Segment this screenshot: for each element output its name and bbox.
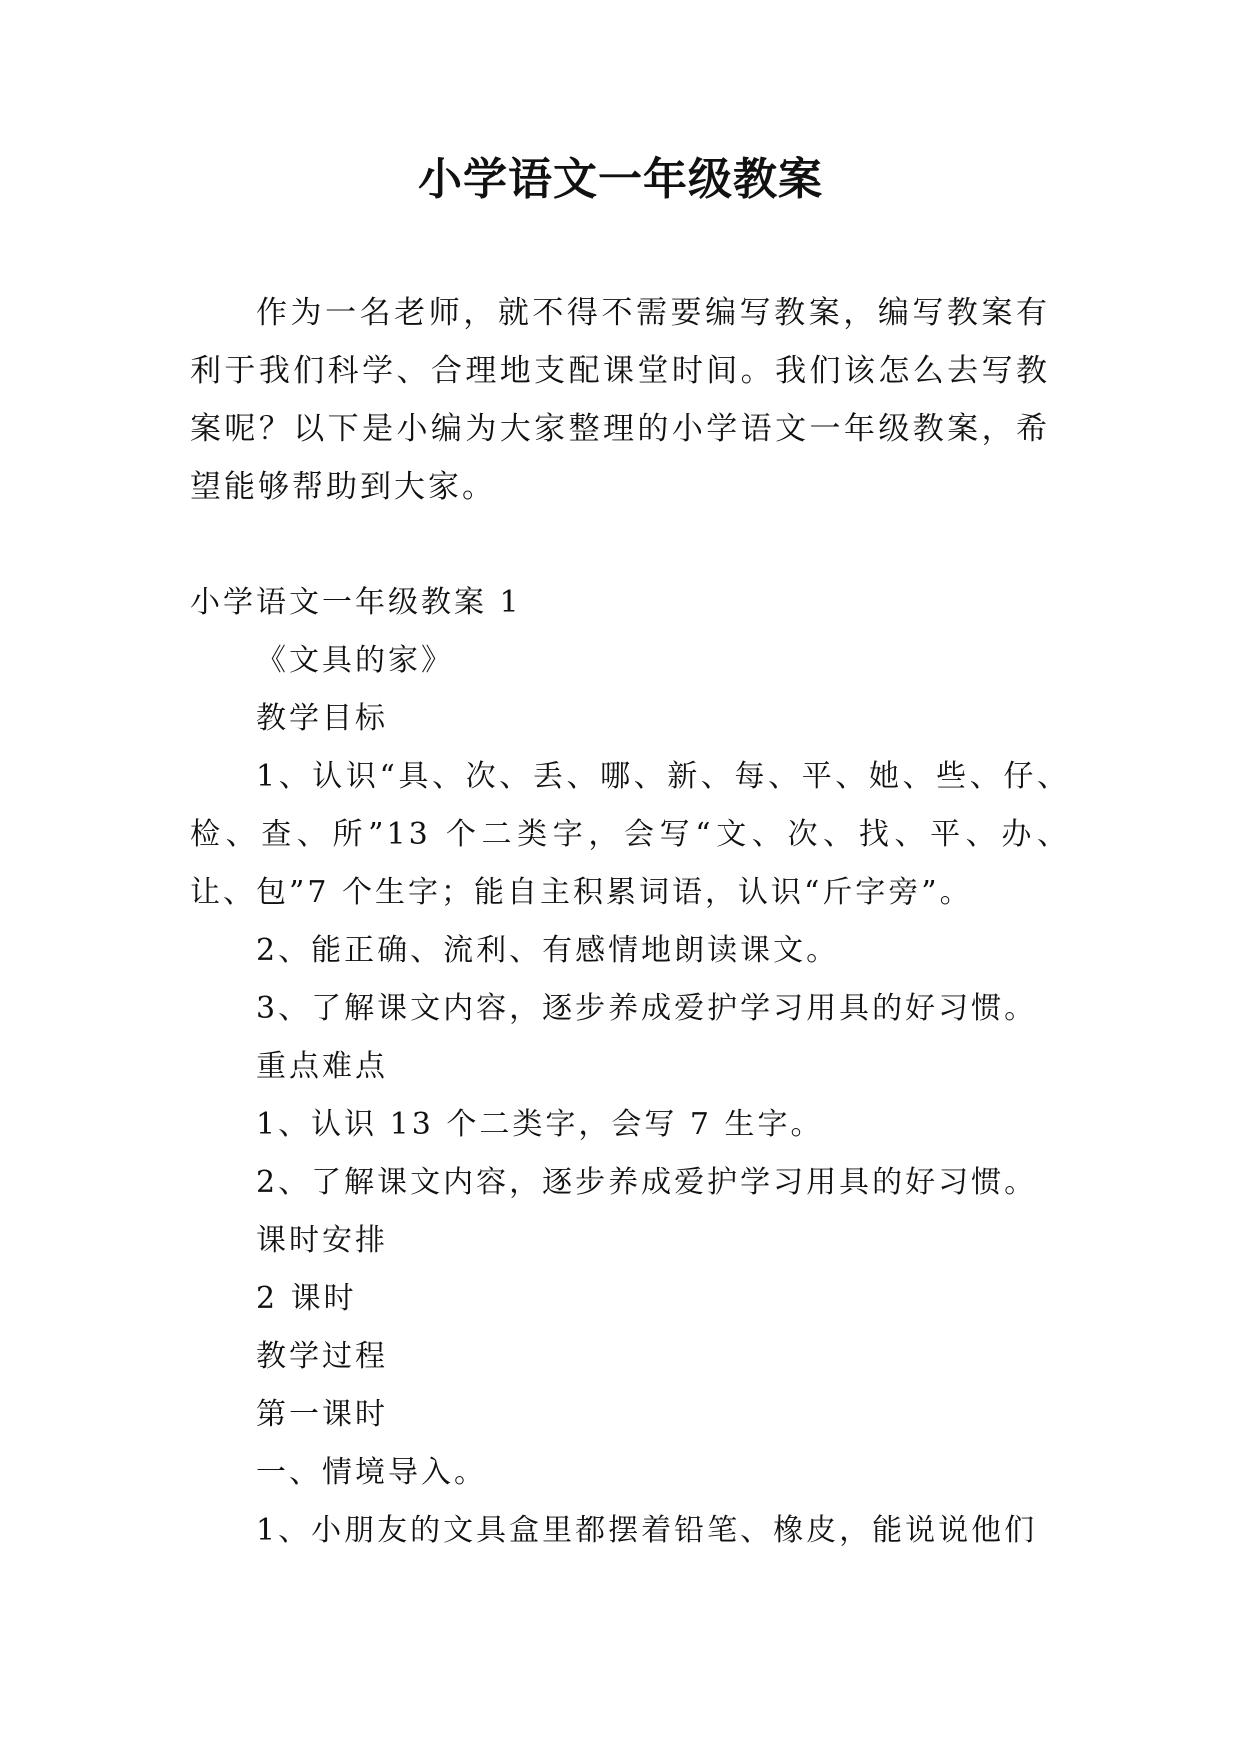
schedule-value: 2 课时 bbox=[256, 1281, 357, 1316]
step-item-1: 1、小朋友的文具盒里都摆着铅笔、橡皮，能说说他们 bbox=[256, 1513, 1038, 1548]
key-point-2: 2、了解课文内容，逐步养成爱护学习用具的好习惯。 bbox=[256, 1165, 1038, 1200]
intro-paragraph: 作为一名老师，就不得不需要编写教案，编写教案有利于我们科学、合理地支配课堂时间。我们该怎么去写教案呢？以下是小编为大家整理的小学语文一年级教案，希望能够帮助到大家。 bbox=[190, 295, 1050, 505]
lesson-heading: 小学语文一年级教案 1 bbox=[190, 585, 522, 620]
lesson-title: 《文具的家》 bbox=[256, 643, 454, 678]
section-heading-schedule: 课时安排 bbox=[256, 1223, 388, 1258]
goal-item-2: 2、能正确、流利、有感情地朗读课文。 bbox=[256, 933, 840, 968]
lesson-period-heading: 第一课时 bbox=[256, 1397, 388, 1432]
document-title: 小学语文一年级教案 bbox=[418, 154, 823, 205]
section-heading-key-points: 重点难点 bbox=[256, 1049, 388, 1084]
section-heading-goals: 教学目标 bbox=[256, 701, 388, 736]
step-heading: 一、情境导入。 bbox=[256, 1455, 487, 1490]
goal-item-1: 1、认识“具、次、丢、哪、新、每、平、她、些、仔、检、查、所”13 个二类字，会写“文、次、找、平、办、让、包”7 个生字；能自主积累词语，认识“斤字旁”。 bbox=[190, 759, 1070, 910]
goal-item-3: 3、了解课文内容，逐步养成爱护学习用具的好习惯。 bbox=[256, 991, 1038, 1026]
lesson-plan-body bbox=[190, 574, 1070, 1560]
key-point-1: 1、认识 13 个二类字，会写 7 生字。 bbox=[256, 1107, 824, 1142]
section-heading-process: 教学过程 bbox=[256, 1339, 388, 1374]
